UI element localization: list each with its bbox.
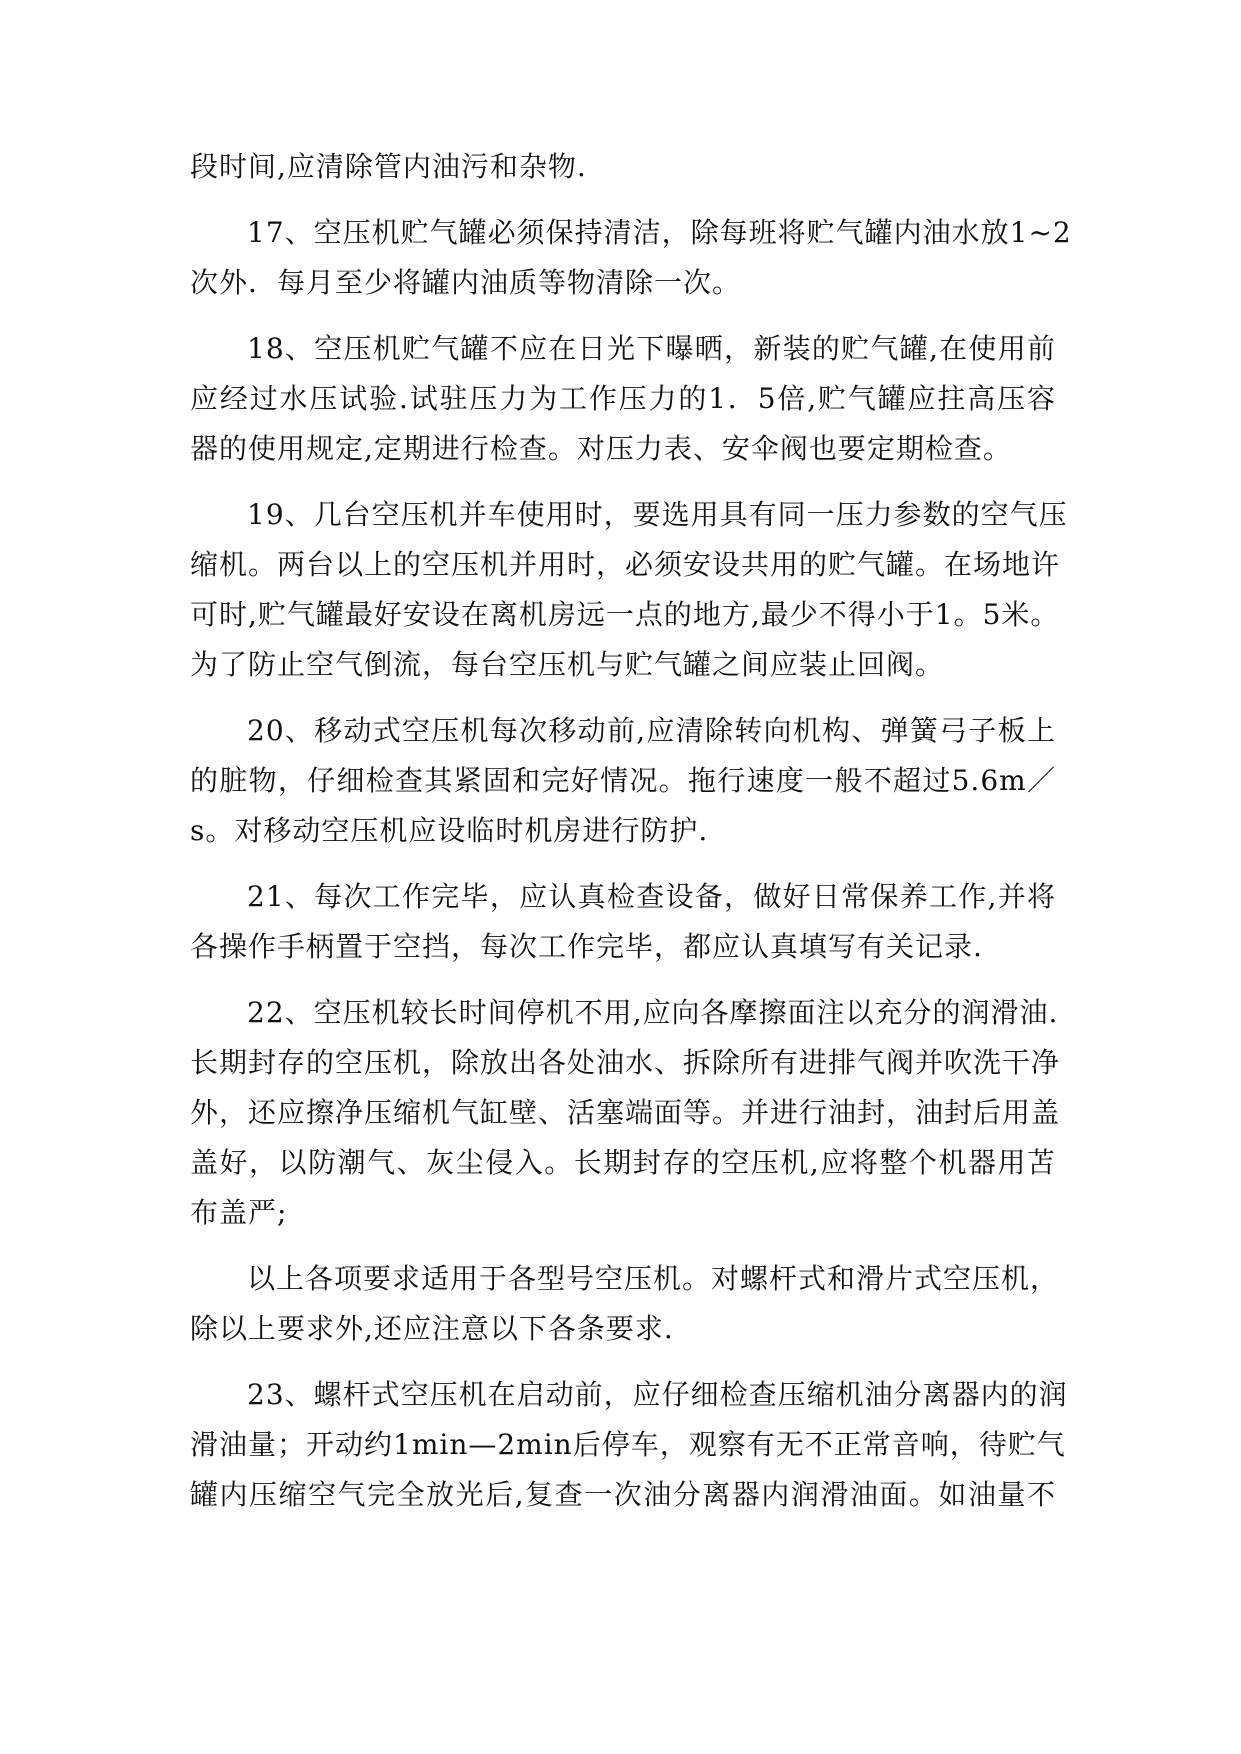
paragraph-note-line-2: 除以上要求外,还应注意以下各条要求. [190, 1312, 674, 1345]
paragraph-22-line-1: 22、空压机较长时间停机不用,应向各摩擦面注以充分的润滑油. [247, 996, 1059, 1029]
paragraph-20-line-2: 的脏物，仔细检查其紧固和完好情况。拖行速度一般不超过5.6m／ [190, 764, 1056, 797]
text-line: 段时间,应清除管内油污和杂物. [190, 150, 587, 183]
paragraph-18-line-2: 应经过水压试验.试驻压力为工作压力的1．5倍,贮气罐应拄高压容 [190, 382, 1056, 415]
paragraph-22-line-2: 长期封存的空压机，除放出各处油水、拆除所有进排气阀并吹洗干净 [190, 1046, 1061, 1079]
paragraph-17-line-1: 17、空压机贮气罐必须保持清洁，除每班将贮气罐内油水放1~2 [247, 216, 1072, 249]
paragraph-23-line-1: 23、螺杆式空压机在启动前，应仔细检查压缩机油分离器内的润 [247, 1378, 1068, 1411]
paragraph-note-line-1: 以上各项要求适用于各型号空压机。对螺杆式和滑片式空压机， [247, 1262, 1060, 1295]
paragraph-21-line-1: 21、每次工作完毕，应认真检查设备，做好日常保养工作,并将 [247, 880, 1056, 913]
paragraph-18-line-1: 18、空压机贮气罐不应在日光下曝晒，新装的贮气罐,在使用前 [247, 332, 1056, 365]
document-body [190, 142, 1072, 1520]
paragraph-20-line-3: s。对移动空压机应设临时机房进行防护. [190, 814, 709, 847]
paragraph-19-line-1: 19、几台空压机并车使用时，要选用具有同一压力参数的空气压 [247, 498, 1068, 531]
paragraph-22-line-3: 外，还应擦净压缩机气缸壁、活塞端面等。并进行油封，油封后用盖 [190, 1096, 1061, 1129]
paragraph-23-line-3: 罐内压缩空气完全放光后,复查一次油分离器内润滑油面。如油量不 [190, 1478, 1056, 1511]
paragraph-22-line-4: 盖好，以防潮气、灰尘侵入。长期封存的空压机,应将整个机器用苫 [190, 1146, 1056, 1179]
paragraph-19-line-2: 缩机。两台以上的空压机并用时，必须安设共用的贮气罐。在场地许 [190, 548, 1061, 581]
paragraph-23-line-2: 滑油量；开动约1min—2min后停车，观察有无不正常音响，待贮气 [190, 1428, 1066, 1461]
paragraph-17-line-2: 次外．每月至少将罐内油质等物清除一次。 [190, 266, 742, 299]
paragraph-22-line-5: 布盖严; [190, 1196, 288, 1229]
paragraph-21-line-2: 各操作手柄置于空挡，每次工作完毕，都应认真填写有关记录. [190, 930, 983, 963]
paragraph-20-line-1: 20、移动式空压机每次移动前,应清除转向机构、弹簧弓子板上 [247, 714, 1056, 747]
paragraph-19-line-3: 可时,贮气罐最好安设在离机房远一点的地方,最少不得小于1。5米。 [190, 598, 1060, 631]
paragraph-18-line-3: 器的使用规定,定期进行检查。对压力表、安伞阀也要定期检查。 [190, 432, 1012, 465]
paragraph-19-line-4: 为了防止空气倒流，每台空压机与贮气罐之间应装止回阀。 [190, 648, 945, 681]
